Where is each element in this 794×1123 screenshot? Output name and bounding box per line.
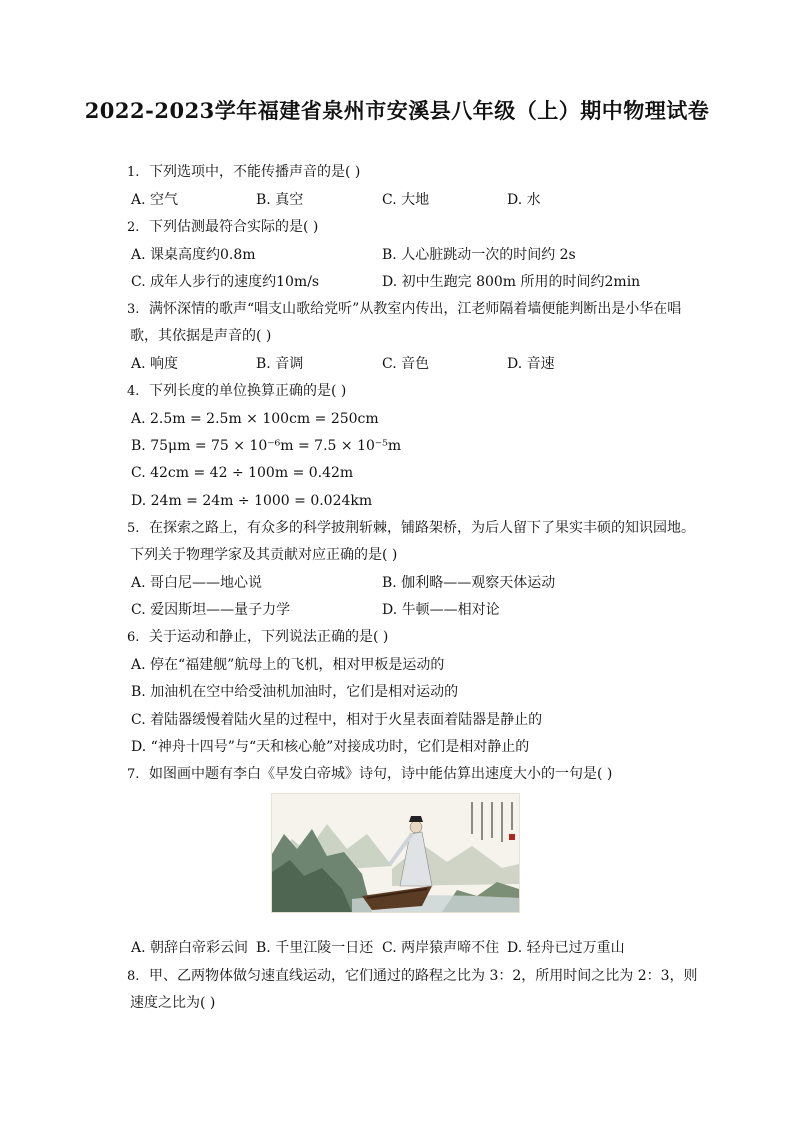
question-3: [127, 299, 687, 320]
option-d: D. 24m = 24m ÷ 1000 = 0.024km: [131, 493, 373, 509]
question-number: 8.: [127, 969, 140, 984]
question-8-stem-cont: 速度之比为( ): [130, 995, 216, 1011]
option-b: B. 千里江陵一日还: [256, 940, 374, 956]
option-c: C. 大地: [382, 192, 430, 208]
question-stem: 甲、乙两物体做匀速直线运动，它们通过的路程之比为 3：2，所用时间之比为 2：3，则: [149, 968, 698, 984]
option-c: C. 两岸猿声啼不住: [382, 940, 500, 956]
option-c: C. 42cm = 42 ÷ 100m = 0.42m: [131, 465, 354, 481]
option-b: B. 加油机在空中给受油机加油时，它们是相对运动的: [131, 684, 459, 700]
question-stem: 下列选项中，不能传播声音的是( ): [149, 164, 361, 180]
option-d: D. 音速: [507, 356, 555, 372]
question-stem: 下列估测最符合实际的是( ): [149, 219, 319, 235]
option-d: D. “神舟十四号”与“天和核心舱”对接成功时，它们是相对静止的: [131, 739, 530, 755]
option-c: C. 着陆器缓慢着陆火星的过程中，相对于火星表面着陆器是静止的: [131, 712, 543, 728]
option-d: D. 轻舟已过万重山: [507, 940, 625, 956]
question-stem: 满怀深情的歌声“唱支山歌给党听”从教室内传出，江老师隔着墙便能判断出是小华在唱: [149, 301, 682, 317]
question-number: 6.: [127, 630, 140, 645]
option-a: A. 响度: [131, 356, 179, 372]
question-2: [127, 217, 687, 238]
question-stem: 关于运动和静止，下列说法正确的是( ): [149, 629, 389, 645]
option-b: B. 音调: [256, 356, 304, 372]
question-8: [127, 966, 707, 987]
question-stem: 下列长度的单位换算正确的是( ): [149, 383, 347, 399]
exam-title: 2022-2023学年福建省泉州市安溪县八年级（上）期中物理试卷: [84, 98, 710, 123]
li-bai-painting: [271, 793, 520, 913]
option-a: A. 哥白尼——地心说: [131, 575, 263, 591]
option-a: A. 空气: [131, 192, 179, 208]
option-b: B. 真空: [256, 192, 304, 208]
question-number: 4.: [127, 384, 140, 399]
question-number: 7.: [127, 767, 140, 782]
question-5: [127, 518, 707, 539]
option-a: A. 2.5m = 2.5m × 100cm = 250cm: [131, 411, 379, 427]
question-1: [127, 162, 687, 183]
option-c: C. 音色: [382, 356, 430, 372]
option-c: C. 爱因斯坦——量子力学: [131, 602, 291, 618]
question-3-stem-cont: 歌，其依据是声音的( ): [130, 328, 272, 344]
option-b: B. 人心脏跳动一次的时间约 2s: [382, 247, 576, 263]
option-a: A. 停在“福建舰”航母上的飞机，相对甲板是运动的: [131, 657, 445, 673]
question-5-stem-cont: 下列关于物理学家及其贡献对应正确的是( ): [130, 547, 398, 563]
option-d: D. 牛顿——相对论: [382, 602, 500, 618]
question-number: 5.: [127, 521, 140, 536]
option-b: B. 伽利略——观察天体运动: [382, 575, 556, 591]
option-d: D. 初中生跑完 800m 所用的时间约2min: [382, 274, 641, 290]
question-6: [127, 627, 687, 648]
option-c: C. 成年人步行的速度约10m/s: [131, 274, 320, 290]
option-b: B. 75μm = 75 × 10⁻⁶m = 7.5 × 10⁻⁵m: [131, 438, 402, 454]
question-4: [127, 381, 687, 402]
question-number: 2.: [127, 220, 140, 235]
question-7: [127, 764, 687, 785]
question-stem: 如图画中题有李白《早发白帝城》诗句，诗中能估算出速度大小的一句是( ): [149, 766, 613, 782]
question-number: 3.: [127, 302, 140, 317]
question-number: 1.: [127, 165, 140, 180]
option-a: A. 课桌高度约0.8m: [131, 247, 256, 263]
question-stem: 在探索之路上，有众多的科学披荆斩棘，铺路架桥，为后人留下了果实丰硕的知识园地。: [149, 520, 695, 536]
option-a: A. 朝辞白帝彩云间: [131, 940, 249, 956]
option-d: D. 水: [507, 192, 541, 208]
